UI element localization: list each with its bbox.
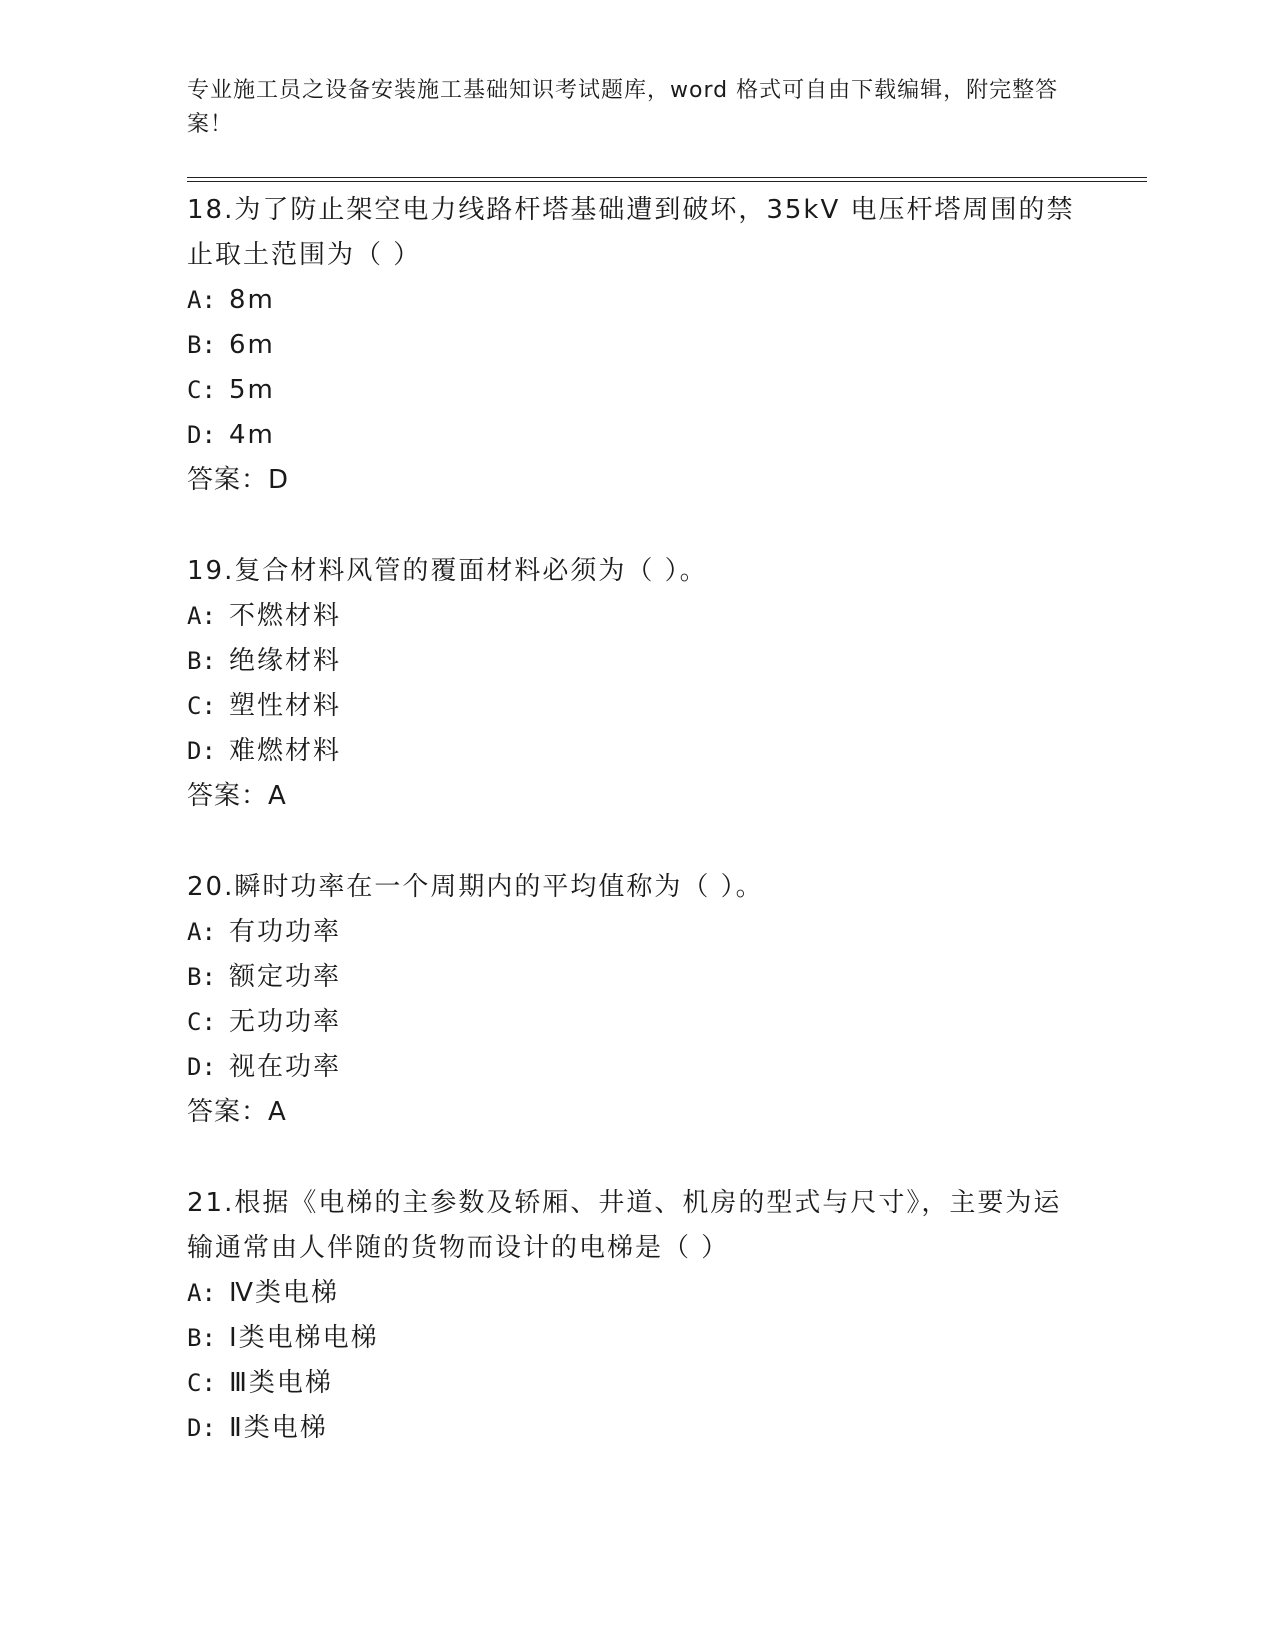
option-value: 难燃材料: [229, 736, 342, 766]
option-value: Ⅳ类电梯: [229, 1278, 339, 1308]
option-b: [187, 323, 1087, 368]
option-key: B:: [187, 963, 216, 991]
document-header: 专业施工员之设备安装施工基础知识考试题库，word 格式可自由下载编辑，附完整答案！: [187, 78, 1059, 137]
option-value: 视在功率: [229, 1052, 342, 1082]
question-19: [187, 549, 1087, 818]
question-text: 19.复合材料风管的覆面材料必须为（ ）。: [187, 556, 708, 586]
option-value: 4m: [229, 420, 275, 450]
option-d: [187, 413, 1087, 458]
question-text: 21.根据《电梯的主参数及轿厢、井道、机房的型式与尺寸》，主要为运输通常由人伴随的货物而设计的电梯是（ ）: [187, 1188, 1062, 1263]
option-key: C:: [187, 376, 216, 404]
option-value: Ⅲ类电梯: [229, 1368, 333, 1398]
answer-line: 答案：A: [187, 781, 287, 811]
header-divider-bottom: [187, 181, 1147, 182]
option-c: [187, 1000, 1087, 1045]
option-b: [187, 1316, 1087, 1361]
question-spacer: [187, 1134, 1087, 1181]
option-key: B:: [187, 331, 216, 359]
option-value: 额定功率: [229, 962, 342, 992]
option-b: [187, 955, 1087, 1000]
question-list: [187, 188, 1087, 1451]
question-18: [187, 188, 1087, 502]
option-key: D:: [187, 421, 216, 449]
option-key: A:: [187, 286, 216, 314]
option-key: B:: [187, 647, 216, 675]
option-c: [187, 684, 1087, 729]
option-d: [187, 1045, 1087, 1090]
option-value: 无功功率: [229, 1007, 342, 1037]
question-spacer: [187, 502, 1087, 549]
option-value: 不燃材料: [229, 601, 342, 631]
option-key: B:: [187, 1324, 216, 1352]
option-key: C:: [187, 1008, 216, 1036]
header-divider-top: [187, 177, 1147, 178]
option-value: 6m: [229, 330, 275, 360]
option-d: [187, 1406, 1087, 1451]
answer-line: 答案：A: [187, 1097, 287, 1127]
answer-line: 答案：D: [187, 465, 290, 495]
option-a: [187, 278, 1087, 323]
question-text: 18.为了防止架空电力线路杆塔基础遭到破坏，35kV 电压杆塔周围的禁止取土范围为（ ）: [187, 195, 1075, 270]
option-b: [187, 639, 1087, 684]
option-key: A:: [187, 1279, 216, 1307]
option-c: [187, 368, 1087, 413]
option-a: [187, 910, 1087, 955]
option-key: C:: [187, 692, 216, 720]
option-value: 8m: [229, 285, 275, 315]
option-value: 5m: [229, 375, 275, 405]
question-spacer: [187, 818, 1087, 865]
option-a: [187, 1271, 1087, 1316]
option-key: A:: [187, 918, 216, 946]
option-key: A:: [187, 602, 216, 630]
question-text: 20.瞬时功率在一个周期内的平均值称为（ ）。: [187, 872, 764, 902]
option-key: C:: [187, 1369, 216, 1397]
option-c: [187, 1361, 1087, 1406]
option-value: Ⅱ类电梯: [229, 1413, 328, 1443]
option-key: D:: [187, 1053, 216, 1081]
option-key: D:: [187, 1414, 216, 1442]
option-value: 绝缘材料: [229, 646, 342, 676]
option-value: 有功功率: [229, 917, 342, 947]
option-a: [187, 594, 1087, 639]
question-21: [187, 1181, 1087, 1451]
option-d: [187, 729, 1087, 774]
option-value: 塑性材料: [229, 691, 342, 721]
option-key: D:: [187, 737, 216, 765]
option-value: Ⅰ类电梯电梯: [229, 1323, 379, 1353]
question-20: [187, 865, 1087, 1134]
